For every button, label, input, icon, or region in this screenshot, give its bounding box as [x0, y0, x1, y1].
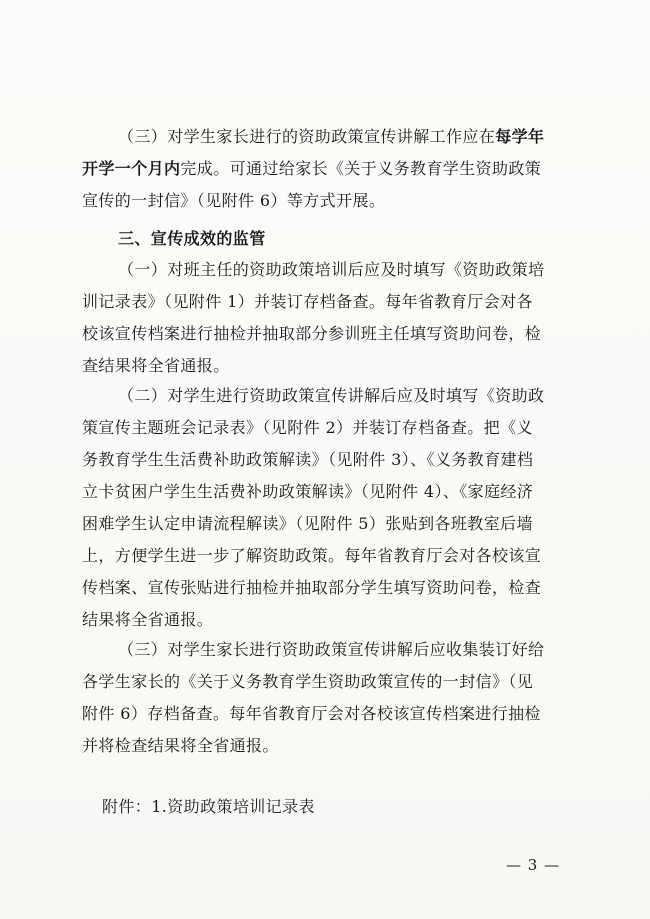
- item3-line2: [82, 159, 541, 179]
- item3-text: 完成。可通过给家长《关于义务教育学生资助政策: [180, 159, 542, 178]
- para1-line: 校该宣传档案进行抽检并抽取部分参训班主任填写资助问卷，检: [82, 324, 542, 343]
- para3-line: 附件 6）存档备查。每年省教育厅会对各校该宣传档案进行抽检: [82, 704, 541, 723]
- para2-line: （二）对学生进行资助政策宣传讲解后应及时填写《资助政: [118, 386, 545, 405]
- item3-bold-text: 每学年: [495, 127, 545, 146]
- para3-line: （三）对学生家长进行资助政策宣传讲解后应收集装订好给: [118, 640, 545, 659]
- item3-text: （三）对学生家长进行的资助政策宣传讲解工作应在: [118, 127, 496, 146]
- para2-line: 困难学生认定申请流程解读》（见附件 5）张贴到各班教室后墙: [82, 514, 533, 533]
- para1-line: 训记录表》（见附件 1）并装订存档备查。每年省教育厅会对各: [82, 292, 533, 311]
- para2-line: 上，方便学生进一步了解资助政策。每年省教育厅会对各校该宣: [82, 546, 542, 565]
- para2-line: 立卡贫困户学生生活费补助政策解读》（见附件 4）、《家庭经济: [82, 482, 534, 501]
- para1-line: （一）对班主任的资助政策培训后应及时填写《资助政策培: [118, 260, 545, 279]
- section-heading: 三、宣传成效的监管: [118, 229, 266, 248]
- para2-line: 务教育学生生活费补助政策解读》（见附件 3）、《义务教育建档: [82, 450, 534, 469]
- page-number: — 3 —: [506, 856, 561, 874]
- para2-line: 传档案、宣传张贴进行抽检并抽取部分学生填写资助问卷，检查: [82, 578, 542, 597]
- para1-line: 查结果将全省通报。: [82, 356, 230, 375]
- item3-line3: 宣传的一封信》（见附件 6）等方式开展。: [82, 191, 386, 210]
- para2-line: 结果将全省通报。: [82, 610, 214, 629]
- para3-line: 并将检查结果将全省通报。: [82, 736, 279, 755]
- item3-line1: [118, 127, 544, 147]
- attachment-line: 附件：1.资助政策培训记录表: [102, 797, 315, 816]
- para3-line: 各学生家长的《关于义务教育学生资助政策宣传的一封信》（见: [82, 672, 534, 691]
- item3-bold-text: 开学一个月内: [82, 159, 181, 178]
- para2-line: 策宣传主题班会记录表》（见附件 2）并装订存档备查。把《义: [82, 418, 533, 437]
